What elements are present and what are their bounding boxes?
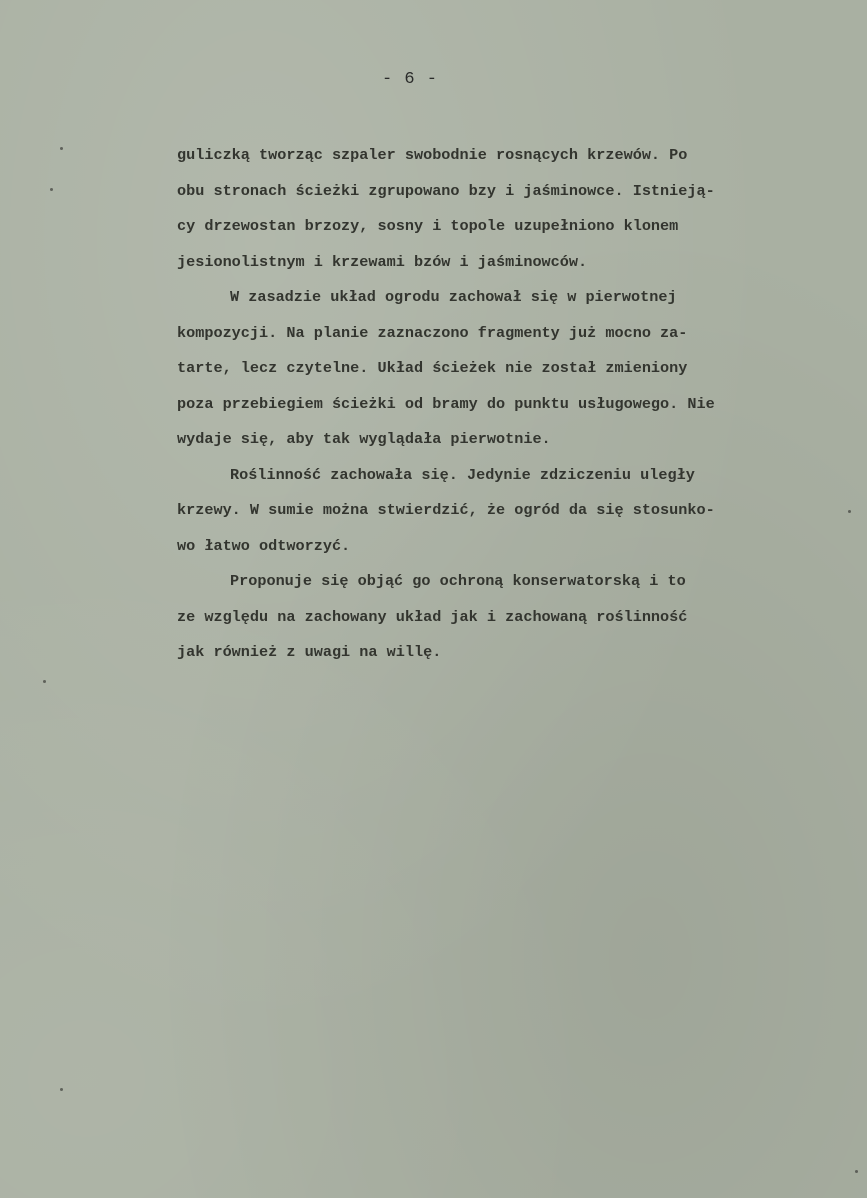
paragraph-4 (177, 564, 827, 671)
body-text (177, 138, 827, 671)
paper-speck (50, 188, 53, 191)
text-line: wydaje się, aby tak wyglądała pierwotnie. (177, 430, 551, 448)
text-line: wo łatwo odtworzyć. (177, 536, 351, 555)
text-line: W zasadzie układ ogrodu zachował się w pierwotnej (230, 288, 677, 306)
text-line: guliczką tworząc szpaler swobodnie rosnących krzewów. Po (177, 146, 688, 164)
text-line: poza przebiegiem ścieżki od bramy do punktu usługowego. Nie (177, 394, 715, 413)
text-line: obu stronach ścieżki zgrupowano bzy i jaśminowce. Istnieją- (177, 181, 715, 200)
page-number: - 6 - (381, 70, 438, 89)
paper-speck (848, 510, 851, 513)
text-line: jak również z uwagi na willę. (177, 643, 442, 661)
text-line: jesionolistnym i krzewami bzów i jaśminowców. (177, 252, 588, 271)
paper-speck (43, 680, 46, 683)
text-line: tarte, lecz czytelne. Układ ścieżek nie został zmieniony (177, 359, 688, 377)
text-line: krzewy. W sumie można stwierdzić, że ogród da się stosunko- (177, 501, 715, 519)
paragraph-1 (177, 138, 827, 280)
paragraph-3 (177, 458, 827, 565)
text-line: ze względu na zachowany układ jak i zachowaną roślinność (177, 607, 688, 626)
text-line: Proponuje się objąć go ochroną konserwatorską i to (230, 572, 686, 590)
text-line: kompozycji. Na planie zaznaczono fragmenty już mocno za- (177, 323, 688, 342)
paper-speck (60, 147, 63, 150)
paper-speck (60, 1088, 63, 1091)
text-line: Roślinność zachowała się. Jedynie zdziczeniu uległy (230, 465, 695, 484)
paragraph-2 (177, 280, 827, 458)
paper-speck (855, 1170, 858, 1173)
text-line: cy drzewostan brzozy, sosny i topole uzupełniono klonem (177, 217, 679, 235)
